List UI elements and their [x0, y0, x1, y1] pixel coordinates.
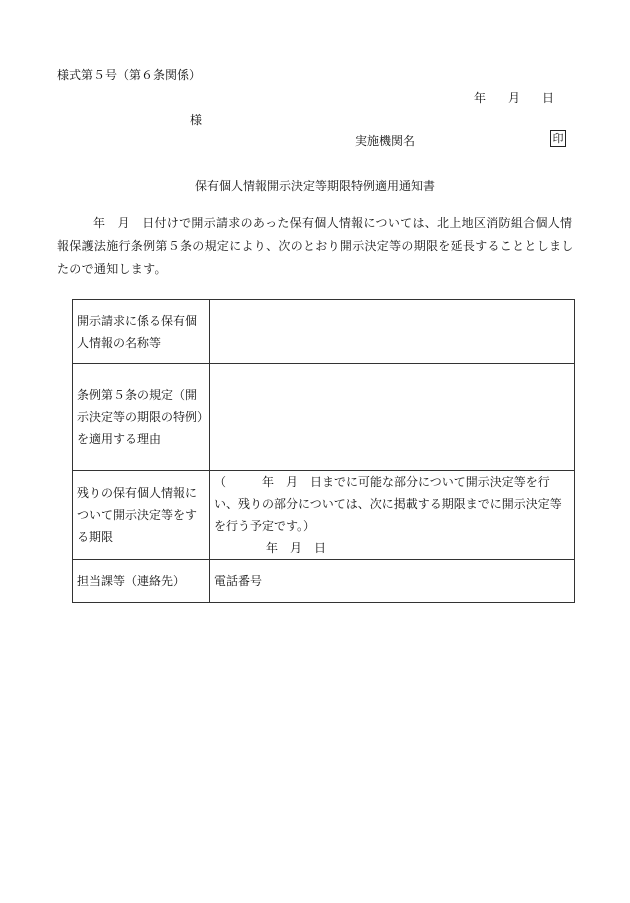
- agency-label: 実施機関名: [355, 134, 416, 148]
- table-row: [73, 560, 575, 603]
- date-year: 年: [474, 91, 487, 105]
- row-value-deadline[interactable]: [210, 471, 575, 560]
- phone-label: 電話番号: [214, 574, 263, 588]
- row-label-info-name: 開示請求に係る保有個人情報の名称等: [73, 300, 210, 364]
- addressee-suffix: 様: [190, 113, 203, 127]
- table-row: [73, 364, 575, 471]
- form-number: 様式第５号（第６条関係）: [57, 68, 202, 82]
- date-month: 月: [508, 91, 521, 105]
- row-label-reason: 条例第５条の規定（開示決定等の期限の特例）を適用する理由: [73, 364, 210, 471]
- body-text: 年 月 日付けで開示請求のあった保有個人情報については、北上地区消防組合個人情報保護法施行条例第５条の規定により、次のとおり開示決定等の期限を延長することとしましたので通知します。: [57, 216, 574, 276]
- date-day: 日: [542, 91, 555, 105]
- document-title: 保有個人情報開示決定等期限特例適用通知書: [194, 179, 435, 193]
- info-table: [72, 299, 575, 603]
- issue-date: [474, 89, 576, 106]
- row-value-info-name[interactable]: [210, 300, 575, 364]
- row-value-contact[interactable]: [210, 560, 575, 603]
- row-label-contact: 担当課等（連絡先）: [73, 560, 210, 603]
- seal-mark: 印: [550, 130, 566, 147]
- table-row: [73, 471, 575, 560]
- table-row: [73, 300, 575, 364]
- deadline-note: （ 年 月 日までに可能な部分について開示決定等を行い、残りの部分については、次に掲載する期限までに開示決定等を行う予定です。）: [214, 475, 562, 533]
- row-value-reason[interactable]: [210, 364, 575, 471]
- deadline-date: 年 月 日: [266, 541, 327, 555]
- row-label-deadline: 残りの保有個人情報について開示決定等をする期限: [73, 471, 210, 560]
